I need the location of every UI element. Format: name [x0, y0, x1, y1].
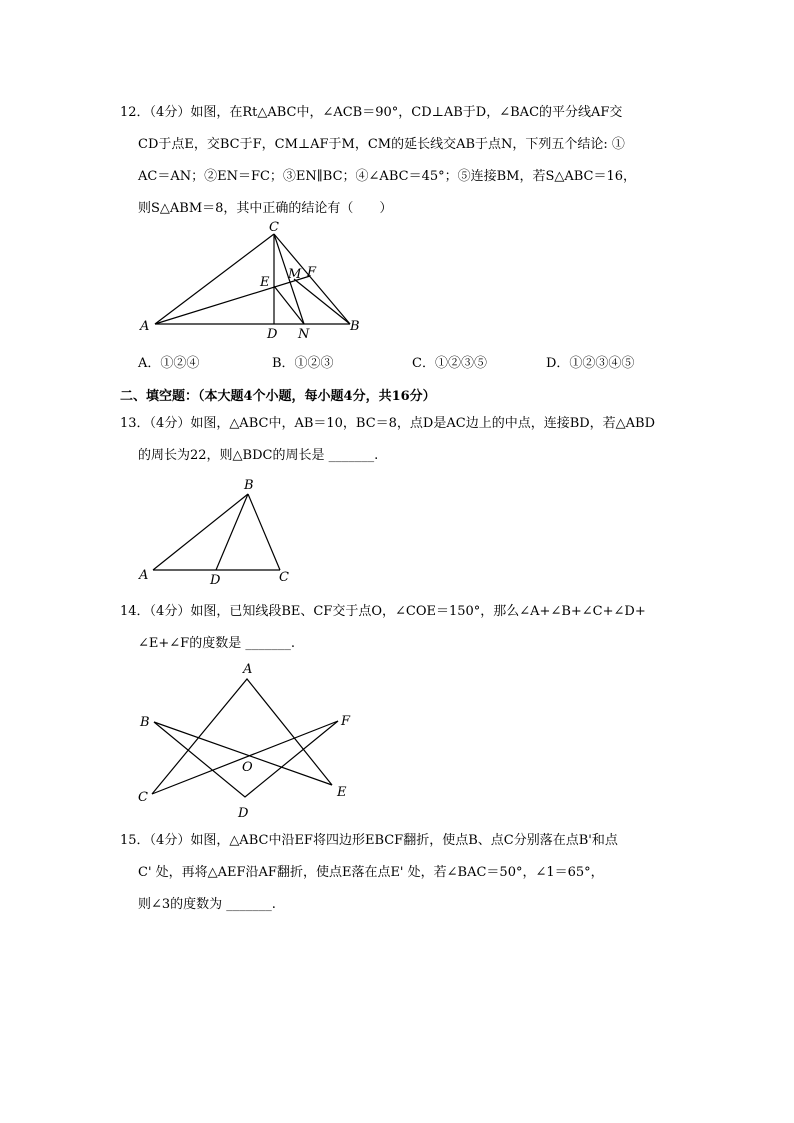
- q12-option-b[interactable]: B．①②③: [272, 356, 334, 371]
- q13-label-b: B: [244, 478, 254, 493]
- q12-line-2: CD于点E，交BC于F，CM⊥AF于M，CM的延长线交AB于点N，下列五个结论: ①: [138, 137, 625, 152]
- q12-label-d: D: [267, 327, 278, 342]
- q14-label-b: B: [140, 715, 150, 730]
- q12-label-b: B: [350, 319, 360, 334]
- q12-line-4: 则S△ABM＝8，其中正确的结论有（ ）: [138, 201, 393, 216]
- q15-line-2: C' 处，再将△AEF沿AF翻折，使点E落在点E' 处，若∠BAC＝50°，∠1＝65°，: [138, 865, 604, 880]
- q15-line-1: 15．（4分）如图，△ABC中沿EF将四边形EBCF翻折，使点B、点C分别落在点B'和点: [120, 833, 618, 848]
- q14-line-2: ∠E+∠F的度数是 _______.: [138, 636, 295, 651]
- q12-label-e: E: [260, 275, 270, 290]
- q12-line-1: 12．（4分）如图，在Rt△ABC中，∠ACB＝90°，CD⊥AB于D，∠BAC的平分线AF交: [120, 105, 623, 120]
- q12-figure: [130, 222, 370, 342]
- q13-label-d: D: [210, 573, 221, 588]
- q12-label-n: N: [298, 327, 310, 342]
- q14-label-f: F: [341, 714, 351, 729]
- q15-line-3: 则∠3的度数为 _______.: [138, 897, 276, 912]
- q14-figure-lines: [152, 679, 338, 797]
- q13-line-1: 13．（4分）如图，△ABC中，AB＝10，BC＝8，点D是AC边上的中点，连接BD，若△ABD: [120, 416, 656, 431]
- section-fill-in-blank: 二、填空题：（本大题4个小题，每小题4分，共16分）: [120, 389, 436, 404]
- q12-option-c[interactable]: C．①②③⑤: [412, 356, 487, 371]
- q12-label-c: C: [269, 220, 279, 235]
- q13-label-a: A: [139, 568, 149, 583]
- q12-label-a: A: [140, 319, 150, 334]
- q12-label-m: M: [288, 267, 302, 282]
- q14-figure: [135, 660, 365, 825]
- q14-label-a: A: [243, 662, 253, 677]
- q13-figure: [135, 476, 305, 586]
- q14-label-c: C: [138, 790, 148, 805]
- q12-triangle: [155, 234, 350, 324]
- q14-line-1: 14．（4分）如图，已知线段BE、CF交于点O，∠COE＝150°，那么∠A+∠B+∠C+∠D+: [120, 604, 646, 619]
- q12-line-3: AC＝AN；②EN＝FC；③EN∥BC；④∠ABC＝45°；⑤连接BM，若S△ABC＝16，: [138, 169, 637, 184]
- q14-label-o: O: [242, 760, 253, 775]
- q12-label-f: F: [307, 265, 317, 280]
- q12-option-d[interactable]: D．①②③④⑤: [546, 356, 635, 371]
- q14-label-e: E: [337, 785, 347, 800]
- q13-triangle: [153, 494, 280, 570]
- q13-label-c: C: [279, 570, 289, 585]
- q12-option-a[interactable]: A．①②④: [138, 356, 200, 371]
- q14-label-d: D: [238, 806, 249, 821]
- q13-line-2: 的周长为22，则△BDC的周长是 _______.: [138, 448, 379, 463]
